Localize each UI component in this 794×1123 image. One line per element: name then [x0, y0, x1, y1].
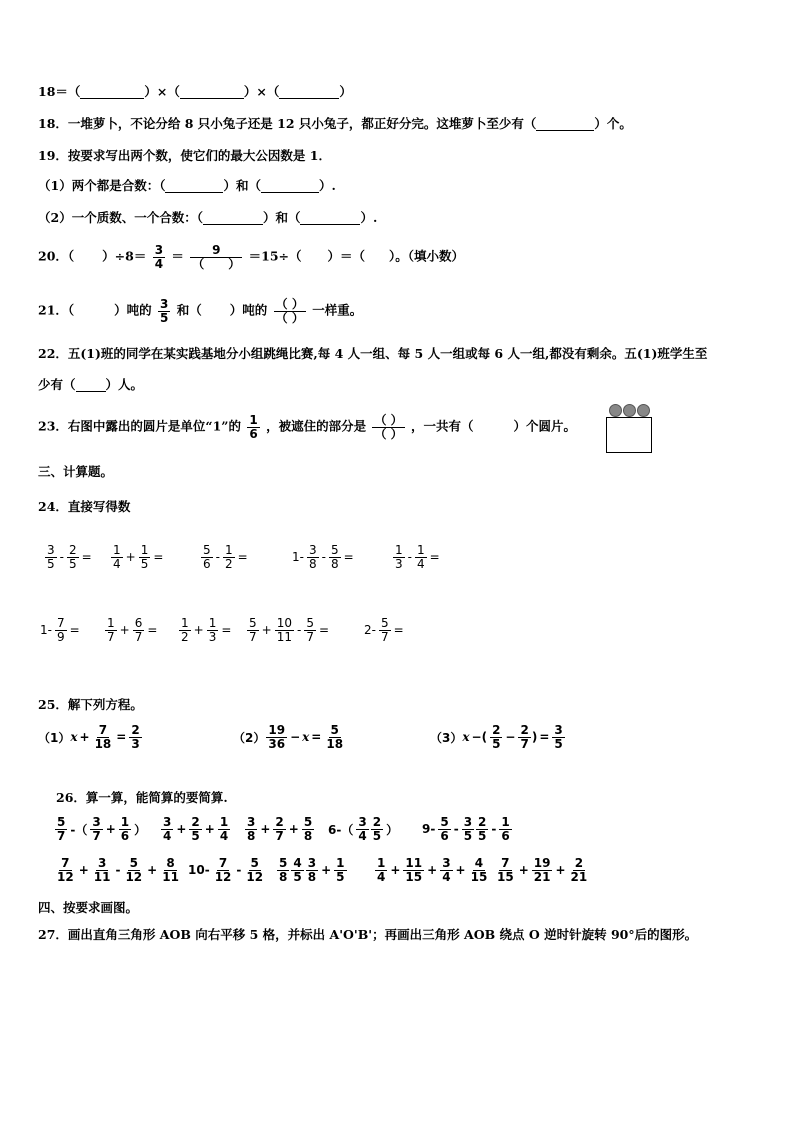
mental-math-item: 1- $\frac{3}{8}$ - $\frac{5}{8}$ = — [292, 543, 354, 571]
fraction: $\frac{4}{15}$ — [470, 856, 488, 884]
question-21: 21．（ ）吨的 $\frac{3}{5}$ 和（ ）吨的 $\frac{( )}{( )}$ 一样重。 — [38, 297, 363, 325]
question-23: 23．右图中露出的圆片是单位“1”的 $\frac{1}{6}$ ，被遮住的部分是 $\frac{( )}{( )}$ ，一共有（ ）个圆片。 — [38, 413, 577, 441]
fraction: $\frac{1}{4}$ — [113, 543, 121, 571]
fraction: $\frac{3}{11}$ — [93, 856, 111, 884]
question-24-title: 24．直接写得数 — [38, 499, 131, 514]
fraction: $\frac{5}{7}$ — [380, 616, 389, 644]
mental-math-item: $\frac{5}{6}$ - $\frac{1}{2}$ = — [203, 543, 248, 571]
fraction: $\frac{3}{8}$ — [308, 543, 317, 571]
fraction: $\frac{11}{15}$ — [405, 856, 423, 884]
fraction: $\frac{1}{2}$ — [181, 616, 189, 644]
fraction: $\frac{1}{5}$ — [140, 543, 149, 571]
fraction: $\frac{7}{9}$ — [56, 616, 65, 644]
fraction: $\frac{( )}{( )}$ — [275, 297, 304, 325]
fraction: $\frac{4}{5}$ — [293, 856, 302, 884]
question-17: 18＝（ ）×（ ）×（ ） — [38, 84, 352, 99]
calculation-item: $\frac{5}{8}$ $\frac{4}{5}$ $\frac{3}{8}$ + $\frac{1}{5}$ — [279, 856, 345, 884]
equation-3: （3） x −( $\frac{2}{5}$ − $\frac{2}{7}$ ) = $\frac{3}{5}$ — [430, 723, 563, 751]
fraction: $\frac{8}{11}$ — [162, 856, 179, 884]
calculation-item: $\frac{7}{15}$ + $\frac{19}{21}$ + $\frac{2}{21}$ — [497, 856, 588, 884]
question-22-line1: 22．五(1)班的同学在某实践基地分小组跳绳比赛,每 4 人一组、每 5 人一组或每 6 人一组,都没有剩余。五(1)班学生至 — [38, 346, 708, 361]
fraction: $\frac{2}{7}$ — [275, 815, 284, 843]
calculation-item: $\frac{3}{8}$ + $\frac{2}{7}$ + $\frac{5}{8}$ — [247, 815, 313, 843]
fraction: $\frac{1}{6}$ — [501, 815, 510, 843]
fraction: $\frac{3}{4}$ — [163, 815, 172, 843]
question-26-title: 26．算一算，能简算的要简算. — [56, 790, 228, 805]
mental-math-item: $\frac{1}{4}$ + $\frac{1}{5}$ = — [113, 543, 164, 571]
calculation-item: $\frac{5}{7}$ -（ $\frac{3}{7}$ + $\frac{1}{6}$ ） — [57, 815, 147, 843]
fraction: $\frac{6}{7}$ — [134, 616, 143, 644]
fraction: $\frac{1}{3}$ — [395, 543, 403, 571]
fraction: $\frac{5}{6}$ — [203, 543, 211, 571]
fraction: $\frac{7}{12}$ — [214, 856, 232, 884]
mental-math-item: 1- $\frac{7}{9}$ = — [40, 616, 80, 644]
fraction: $\frac{1}{4}$ — [219, 815, 229, 843]
circle-pieces-figure — [606, 404, 652, 454]
calculation-item: $\frac{3}{4}$ + $\frac{2}{5}$ + $\frac{1}{4}$ — [163, 815, 229, 843]
fraction: $\frac{5}{7}$ — [57, 815, 66, 843]
circle-piece — [623, 404, 636, 417]
question-18: 18．一堆萝卜，不论分给 8 只小兔子还是 12 只小兔子，都正好分完。这堆萝卜至少有（ ）个。 — [38, 116, 632, 131]
fraction: $\frac{1}{4}$ — [377, 856, 386, 884]
fraction: $\frac{2}{5}$ — [191, 815, 200, 843]
fraction: $\frac{5}{6}$ — [440, 815, 449, 843]
fraction: $\frac{3}{5}$ — [160, 297, 169, 325]
question-19-part1: （1）两个都是合数：（ ）和（ ）. — [38, 178, 336, 193]
equation-2: （2） $\frac{19}{36}$ − x = $\frac{5}{18}$ — [233, 723, 344, 751]
mental-math-item: $\frac{3}{5}$ - $\frac{2}{5}$ = — [47, 543, 92, 571]
mental-math-item: 2- $\frac{5}{7}$ = — [364, 616, 404, 644]
fraction: $\frac{2}{5}$ — [68, 543, 77, 571]
fraction: $\frac{5}{8}$ — [303, 815, 313, 843]
fraction: $\frac{3}{5}$ — [47, 543, 55, 571]
circle-piece — [637, 404, 650, 417]
fraction: $\frac{5}{7}$ — [306, 616, 314, 644]
question-20: 20．（ ）÷8＝ $\frac{3}{4}$ ＝ $\frac{9}{( )}$ ＝15÷（ ）＝（ ）。（填小数） — [38, 243, 465, 271]
fraction: $\frac{5}{8}$ — [330, 543, 339, 571]
question-19-part2: （2）一个质数、一个合数：（ ）和（ ）. — [38, 210, 378, 225]
calculation-item: 6-（ $\frac{3}{4}$ $\frac{2}{5}$ ） — [328, 815, 399, 843]
mental-math-item: $\frac{1}{7}$ + $\frac{6}{7}$ = — [107, 616, 158, 644]
fraction: $\frac{3}{4}$ — [154, 243, 164, 271]
fraction: $\frac{5}{7}$ — [249, 616, 257, 644]
fraction: $\frac{1}{6}$ — [120, 815, 130, 843]
equation-1: （1） x + $\frac{7}{18}$ = $\frac{2}{3}$ — [38, 723, 140, 751]
fraction: $\frac{2}{21}$ — [570, 856, 588, 884]
mental-math-item: $\frac{1}{3}$ - $\frac{1}{4}$ = — [395, 543, 440, 571]
question-22-line2: 少有（ ）人。 — [38, 377, 144, 392]
fraction: $\frac{1}{6}$ — [249, 413, 258, 441]
mental-math-item: $\frac{5}{7}$ + $\frac{10}{11}$ - $\frac{5}{7}$ = — [249, 616, 330, 644]
section-4-heading: 四、按要求画图。 — [38, 900, 139, 915]
fraction: $\frac{3}{8}$ — [307, 856, 317, 884]
section-3-heading: 三、计算题。 — [38, 464, 114, 479]
fraction: $\frac{2}{5}$ — [372, 815, 382, 843]
fraction: $\frac{1}{4}$ — [416, 543, 425, 571]
fraction: $\frac{7}{12}$ — [57, 856, 74, 884]
fraction: $\frac{1}{2}$ — [224, 543, 233, 571]
fraction: $\frac{3}{4}$ — [358, 815, 367, 843]
covering-box — [606, 417, 652, 453]
fraction: $\frac{10}{11}$ — [276, 616, 292, 644]
question-27: 27．画出直角三角形 AOB 向右平移 5 格，并标出 A'O'B'；再画出三角形 AOB 绕点 O 逆时针旋转 90°后的图形。 — [38, 927, 698, 942]
fraction: $\frac{1}{7}$ — [107, 616, 115, 644]
fraction: $\frac{( )}{( )}$ — [374, 413, 403, 441]
mental-math-item: $\frac{1}{2}$ + $\frac{1}{3}$ = — [181, 616, 232, 644]
circle-piece — [609, 404, 622, 417]
fraction: $\frac{2}{5}$ — [478, 815, 487, 843]
fraction: $\frac{3}{4}$ — [442, 856, 451, 884]
calculation-item: $\frac{7}{12}$ + $\frac{3}{11}$ - $\frac{5}{12}$ + $\frac{8}{11}$ — [57, 856, 179, 884]
question-19-title: 19．按要求写出两个数，使它们的最大公因数是 1． — [38, 148, 331, 163]
calculation-item: 9- $\frac{5}{6}$ - $\frac{3}{5}$ $\frac{2}{5}$ - $\frac{1}{6}$ — [422, 815, 510, 843]
calculation-item: $\frac{1}{4}$ + $\frac{11}{15}$ + $\frac{3}{4}$ + $\frac{4}{15}$ — [377, 856, 488, 884]
fraction: $\frac{3}{7}$ — [92, 815, 101, 843]
fraction: $\frac{1}{3}$ — [208, 616, 217, 644]
calculation-item: 10- $\frac{7}{12}$ - $\frac{5}{12}$ — [188, 856, 264, 884]
fraction: $\frac{5}{12}$ — [125, 856, 143, 884]
fraction: $\frac{1}{5}$ — [336, 856, 345, 884]
fraction: $\frac{5}{12}$ — [246, 856, 264, 884]
fraction: $\frac{5}{8}$ — [279, 856, 288, 884]
fraction: $\frac{9}{( )}$ — [192, 243, 241, 271]
question-25-title: 25．解下列方程。 — [38, 697, 143, 712]
fraction: $\frac{19}{21}$ — [533, 856, 551, 884]
fraction: $\frac{7}{15}$ — [497, 856, 514, 884]
fraction: $\frac{3}{5}$ — [463, 815, 473, 843]
fraction: $\frac{3}{8}$ — [247, 815, 256, 843]
